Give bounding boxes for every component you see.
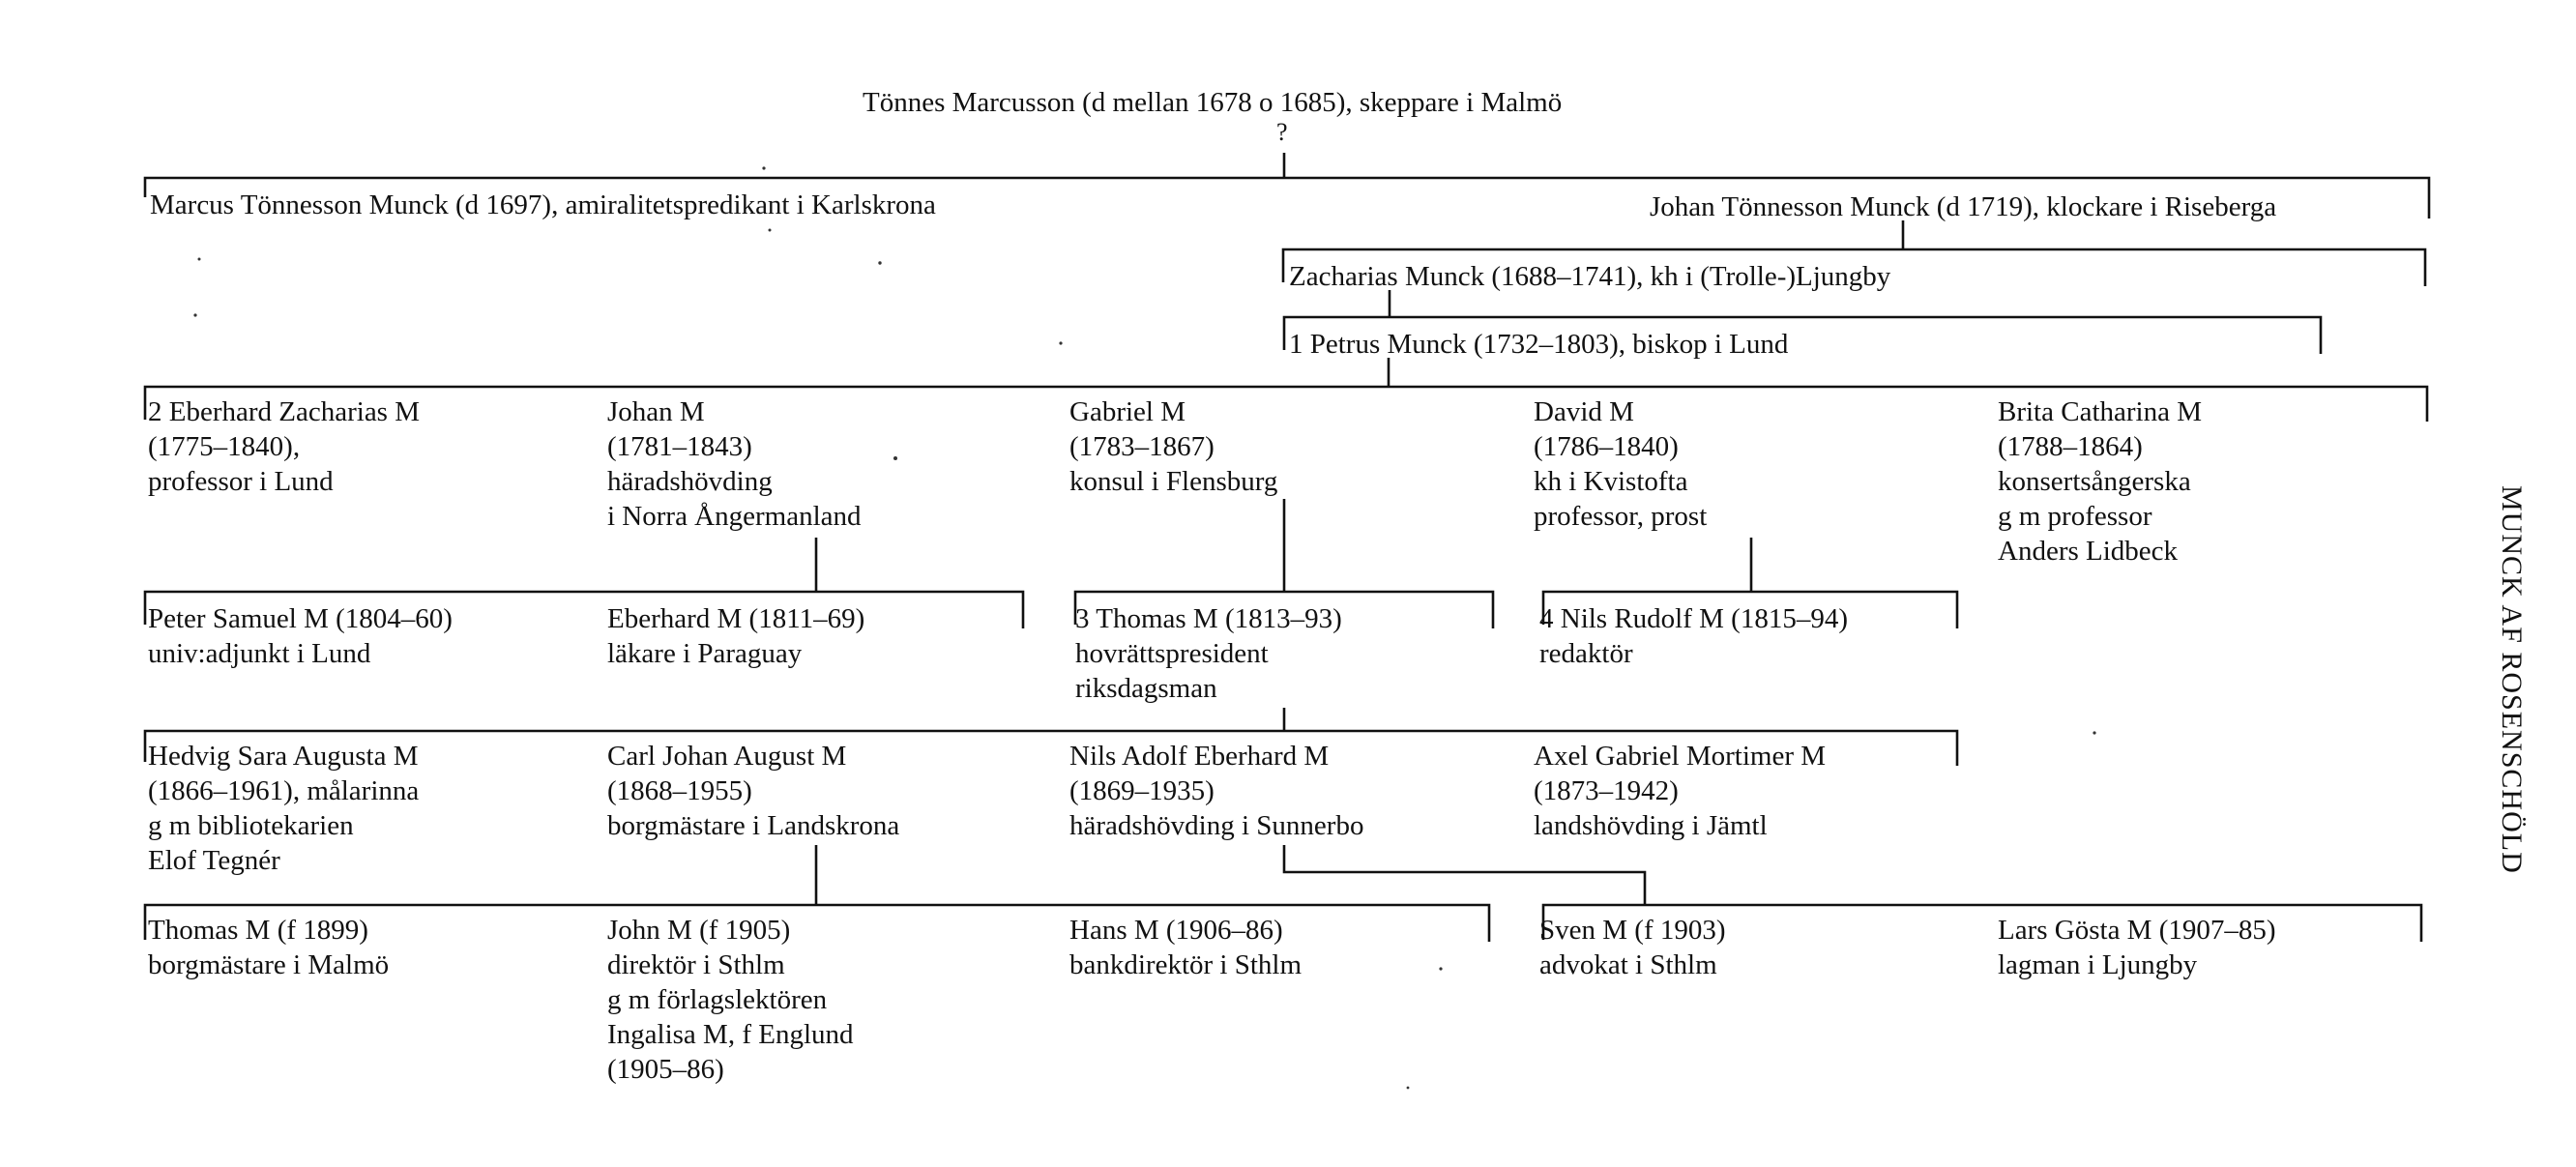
speck [769,229,772,232]
name-line: Nils Adolf Eberhard M [1069,741,1330,772]
role-line: häradshövding i Sunnerbo [1069,810,1364,841]
spouse-line: g m bibliotekarien [148,810,354,841]
person-zacharias: Zacharias Munck (1688–1741), kh i (Trolle-)Ljungby [1289,261,1891,292]
speck [2093,731,2095,734]
name-line: Hedvig Sara Augusta M [148,741,419,772]
role-line: konsul i Flensburg [1069,466,1278,497]
spouse-line: g m professor [1998,501,2152,532]
person-thomas-f1899 [148,913,389,982]
name-line: 4 Nils Rudolf M (1815–94) [1539,603,1848,634]
person-johan-tonnesson: Johan Tönnesson Munck (d 1719), klockare i Riseberga [1650,191,2277,222]
name-line: Johan M [607,396,705,427]
spouse-line: Elof Tegnér [148,845,280,876]
role-line: direktör i Sthlm [607,949,785,980]
role-line: redaktör [1539,638,1633,669]
role-line: häradshövding [607,466,773,497]
role-line: konsertsångerska [1998,466,2191,497]
role-line: borgmästare i Malmö [148,949,390,980]
person-thomas-m [1075,601,1342,706]
role-line: kh i Kvistofta [1534,466,1688,497]
name-line: Eberhard M (1811–69) [607,603,865,634]
dates-line: (1786–1840) [1534,431,1679,462]
speck [198,258,201,261]
role-line: riksdagsman [1075,673,1217,704]
person-lars-gosta [1998,913,2276,982]
dates-line: (1783–1867) [1069,431,1215,462]
name-line: 2 Eberhard Zacharias M [148,396,421,427]
spouse-dates-line: (1905–86) [607,1054,724,1085]
spouse-line: Ingalisa M, f Englund [607,1019,854,1050]
name-line: Thomas M (f 1899) [148,915,368,946]
name-line: Sven M (f 1903) [1539,915,1726,946]
dates-line: (1866–1961), målarinna [148,775,420,806]
role-line: professor, prost [1534,501,1708,532]
name-line: Lars Gösta M (1907–85) [1998,915,2276,946]
person-brita-catharina [1998,394,2202,569]
spouse-line: Anders Lidbeck [1998,536,2179,567]
role-line: landshövding i Jämtl [1534,810,1768,841]
name-line: Peter Samuel M (1804–60) [148,603,453,634]
role-line: bankdirektör i Sthlm [1069,949,1303,980]
person-axel-gabriel-mortimer [1534,739,1826,843]
person-sven-m [1539,913,1726,982]
dates-line: (1781–1843) [607,431,752,462]
role-line: lagman i Ljungby [1998,949,2198,980]
root-person-text: Tönnes Marcusson (d mellan 1678 o 1685), skeppare i Malmö [863,87,1563,118]
person-gabriel-m [1069,394,1277,499]
person-nils-rudolf [1539,601,1848,671]
person-petrus: 1 Petrus Munck (1732–1803), biskop i Lund [1289,329,1789,360]
speck [1059,341,1062,344]
person-john-m [607,913,854,1087]
dates-line: (1788–1864) [1998,431,2143,462]
family-name-vertical: MUNCK AF ROSENSCHÖLD [2496,485,2528,874]
person-johan-m [607,394,862,534]
speck [762,166,765,169]
person-hedvig-sara-augusta [148,739,419,878]
speck [1407,1087,1410,1090]
speck [878,261,881,264]
name-line: John M (f 1905) [607,915,791,946]
name-line: Hans M (1906–86) [1069,915,1283,946]
uncertain-link-mark: ? [1276,118,1288,146]
name-line: Brita Catharina M [1998,396,2203,427]
spouse-line: g m förlagslektören [607,984,828,1015]
root-person [863,85,1562,120]
speck [193,313,196,316]
role-line: läkare i Paraguay [607,638,803,669]
person-nils-adolf-eberhard [1069,739,1363,843]
dates-line: (1775–1840), [148,431,301,462]
speck [1439,967,1442,970]
person-david-m [1534,394,1707,534]
connector-nils-adolf-children [1284,845,1645,905]
role-line: advokat i Sthlm [1539,949,1717,980]
person-peter-samuel [148,601,453,671]
name-line: Carl Johan August M [607,741,847,772]
person-hans-m [1069,913,1302,982]
speck [893,456,897,460]
person-eberhard-m [607,601,864,671]
role-line: i Norra Ångermanland [607,501,862,532]
role-line: hovrättspresident [1075,638,1269,669]
person-carl-johan-august [607,739,899,843]
name-line: Gabriel M [1069,396,1186,427]
name-line: David M [1534,396,1634,427]
role-line: univ:adjunkt i Lund [148,638,371,669]
dates-line: (1873–1942) [1534,775,1679,806]
dates-line: (1868–1955) [607,775,752,806]
person-marcus-tonnesson: Marcus Tönnesson Munck (d 1697), amiralitetspredikant i Karlskrona [150,190,936,220]
dates-line: (1869–1935) [1069,775,1215,806]
person-eberhard-zacharias [148,394,420,499]
name-line: Axel Gabriel Mortimer M [1534,741,1827,772]
role-line: professor i Lund [148,466,334,497]
role-line: borgmästare i Landskrona [607,810,900,841]
name-line: 3 Thomas M (1813–93) [1075,603,1342,634]
